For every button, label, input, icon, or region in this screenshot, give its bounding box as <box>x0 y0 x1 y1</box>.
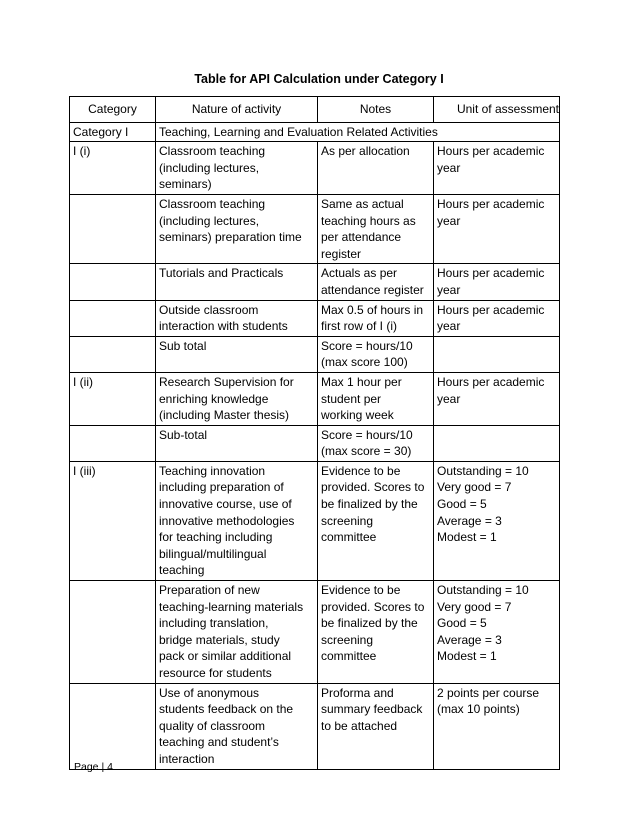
row-category <box>70 581 156 684</box>
category-label: Category I <box>70 122 156 142</box>
row-nature: Research Supervision for enriching knowledge (including Master thesis) <box>156 372 318 425</box>
header-category: Category <box>70 97 156 123</box>
row-nature: Outside classroom interaction with students <box>156 300 318 336</box>
row-unit: Hours per academic year <box>434 372 560 425</box>
row-category <box>70 425 156 461</box>
category-row <box>70 122 560 142</box>
row-unit: Hours per academic year <box>434 264 560 300</box>
row-notes: As per allocation <box>318 142 434 195</box>
header-unit-of-assessment: Unit of assessment <box>434 97 560 123</box>
row-category: I (ii) <box>70 372 156 425</box>
row-nature: Tutorials and Practicals <box>156 264 318 300</box>
row-notes: Evidence to be provided. Scores to be finalized by the screening committee <box>318 461 434 580</box>
row-notes: Actuals as per attendance register <box>318 264 434 300</box>
table-row <box>70 683 560 769</box>
header-notes: Notes <box>318 97 434 123</box>
row-category <box>70 264 156 300</box>
table-row <box>70 425 560 461</box>
table-row <box>70 581 560 684</box>
row-unit: Hours per academic year <box>434 142 560 195</box>
api-table <box>69 96 560 770</box>
row-notes: Proforma and summary feedback to be attached <box>318 683 434 769</box>
row-category <box>70 336 156 372</box>
row-nature: Preparation of new teaching-learning materials including translation, bridge materials, study pack or similar additional resource for students <box>156 581 318 684</box>
table-row <box>70 264 560 300</box>
row-unit: 2 points per course (max 10 points) <box>434 683 560 769</box>
header-nature-of-activity: Nature of activity <box>156 97 318 123</box>
page-footer: Page | 4 <box>74 761 113 773</box>
table-row <box>70 461 560 580</box>
row-unit: Hours per academic year <box>434 300 560 336</box>
category-description: Teaching, Learning and Evaluation Related Activities <box>156 122 560 142</box>
row-category: I (iii) <box>70 461 156 580</box>
table-row <box>70 372 560 425</box>
row-category <box>70 683 156 769</box>
row-nature: Teaching innovation including preparation of innovative course, use of innovative methodologies for teaching including bilingual/multilingual teaching <box>156 461 318 580</box>
row-unit: Outstanding = 10 Very good = 7 Good = 5 Average = 3 Modest = 1 <box>434 581 560 684</box>
row-notes: Max 0.5 of hours in first row of I (i) <box>318 300 434 336</box>
row-category: I (i) <box>70 142 156 195</box>
row-category <box>70 194 156 263</box>
row-nature: Classroom teaching (including lectures, seminars) <box>156 142 318 195</box>
row-notes: Same as actual teaching hours as per attendance register <box>318 194 434 263</box>
row-category <box>70 300 156 336</box>
row-notes: Score = hours/10 (max score = 30) <box>318 425 434 461</box>
table-row <box>70 142 560 195</box>
row-unit: Hours per academic year <box>434 194 560 263</box>
row-notes: Max 1 hour per student per working week <box>318 372 434 425</box>
row-notes: Score = hours/10 (max score 100) <box>318 336 434 372</box>
row-nature: Sub total <box>156 336 318 372</box>
table-title: Table for API Calculation under Category I <box>194 72 444 86</box>
row-notes: Evidence to be provided. Scores to be finalized by the screening committee <box>318 581 434 684</box>
row-nature: Classroom teaching (including lectures, seminars) preparation time <box>156 194 318 263</box>
row-unit: Outstanding = 10 Very good = 7 Good = 5 Average = 3 Modest = 1 <box>434 461 560 580</box>
table-row <box>70 300 560 336</box>
table-row <box>70 194 560 263</box>
row-nature: Sub-total <box>156 425 318 461</box>
table-row <box>70 336 560 372</box>
row-nature: Use of anonymous students feedback on the quality of classroom teaching and student’s interaction <box>156 683 318 769</box>
row-unit <box>434 425 560 461</box>
row-unit <box>434 336 560 372</box>
table-header-row <box>70 97 560 123</box>
